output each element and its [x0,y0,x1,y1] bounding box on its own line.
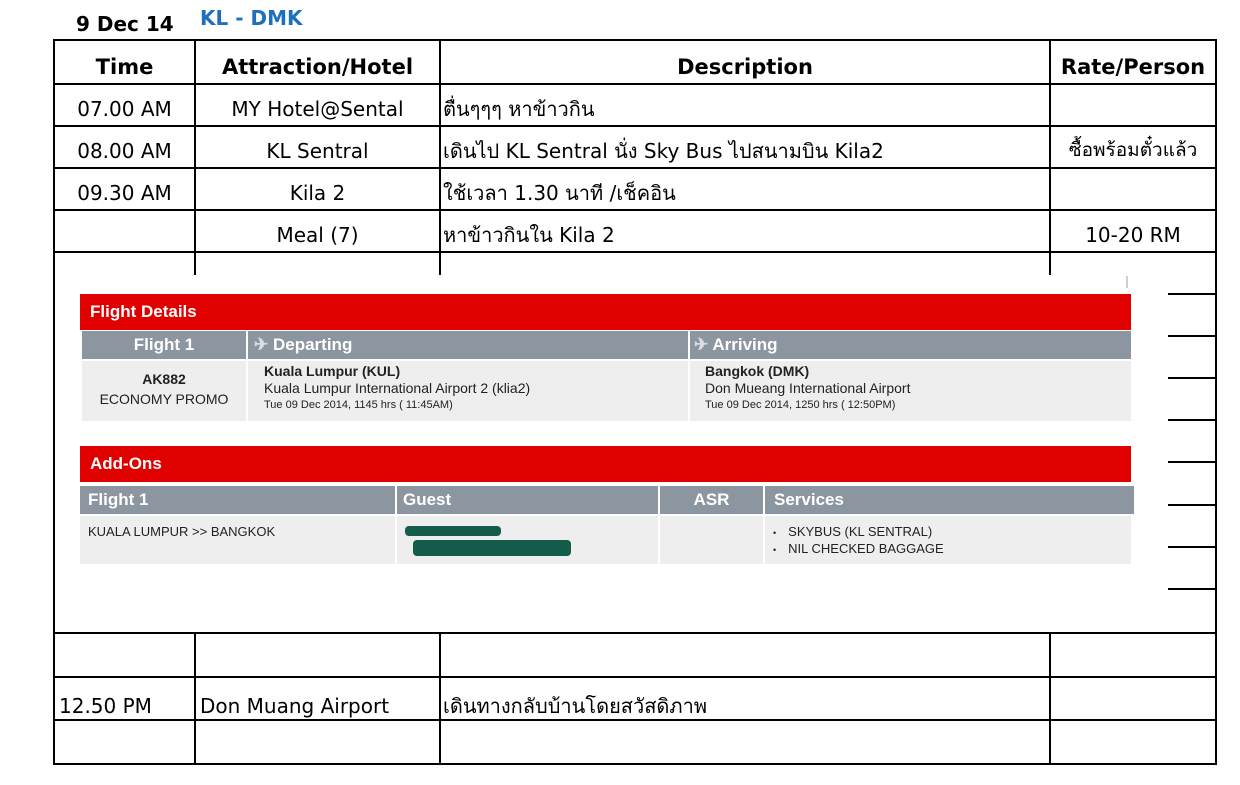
service-item: • SKYBUS (KL SENTRAL) [773,524,933,539]
addons-flight-header: Flight 1 [80,486,395,514]
grid-line [439,632,441,765]
arrival-cell [690,361,1131,421]
grid-line [53,719,1217,721]
grid-line [53,83,1217,85]
addons-guest-cell [397,516,658,564]
table-border-top [53,39,1217,41]
flight-label: Flight 1 [82,331,246,359]
itinerary-date: 9 Dec 14 [76,12,174,36]
departure-time: Tue 09 Dec 2014, 1145 hrs ( 11:45AM) [264,399,453,411]
col-header-attraction: Attraction/Hotel [221,55,414,79]
col-header-rate: Rate/Person [1060,55,1206,79]
addons-asr-cell [660,516,763,564]
addons-guest-header: Guest [397,486,658,514]
row-time: 09.30 AM [77,181,172,205]
route-title: KL - DMK [200,6,303,30]
row-description: หาข้าวกินใน Kila 2 [443,223,615,247]
table-fragment-line [1168,461,1216,463]
grid-line [53,209,1217,211]
table-fragment-line [1168,546,1216,548]
departing-header [248,331,688,359]
table-border-bottom [53,763,1217,765]
grid-line [194,632,196,765]
grid-line [1049,632,1051,765]
redacted-guest-name [405,526,501,536]
addons-services-cell [765,516,1131,564]
departure-city: Kuala Lumpur (KUL) [264,363,401,379]
row-rate: ซื้อพร้อมตั๋วแล้ว [1068,139,1198,161]
row-time: 07.00 AM [77,97,172,121]
row-attraction: MY Hotel@Sental [231,97,404,121]
col-header-time: Time [95,55,154,79]
table-fragment-line [1168,377,1216,379]
addons-asr-header: ASR [660,486,763,514]
row-description: เดินไป KL Sentral นั่ง Sky Bus ไปสนามบิน Kila2 [443,139,884,163]
row-rate: 10-20 RM [1085,223,1181,247]
grid-line [53,125,1217,127]
flight-screenshot [78,276,1136,576]
row-time: 12.50 PM [59,694,152,718]
arriving-label: Arriving [712,335,778,354]
arrival-airport: Don Mueang International Airport [705,380,911,396]
table-fragment-line [1168,419,1216,421]
arrival-city: Bangkok (DMK) [705,363,810,379]
grid-line [53,167,1217,169]
row-description: ตื่นๆๆๆ หาข้าวกิน [443,97,595,121]
grid-line [53,632,1217,634]
row-attraction: Kila 2 [289,181,346,205]
row-attraction: Don Muang Airport [200,694,390,718]
table-fragment-line [1168,293,1216,295]
table-fragment-line [1168,335,1216,337]
redacted-guest-name [413,540,571,556]
table-fragment-line [1168,504,1216,506]
fare-type: ECONOMY PROMO [99,391,229,407]
row-description: เดินทางกลับบ้านโดยสวัสดิภาพ [443,694,708,718]
departing-label: Departing [272,335,353,354]
addons-title: Add-Ons [80,446,1131,482]
departure-airport: Kuala Lumpur International Airport 2 (klia2) [264,380,531,396]
table-fragment-line [1168,588,1216,590]
col-header-description: Description [677,55,813,79]
plane-icon: ✈ [694,335,709,354]
row-attraction: Meal (7) [276,223,359,247]
panel-edge [1126,276,1128,288]
plane-icon: ✈ [254,335,269,354]
flight-number-cell [82,361,246,421]
table-border-right [1215,39,1217,765]
grid-line [53,251,1217,253]
service-item: • NIL CHECKED BAGGAGE [773,541,944,556]
arriving-header [690,331,1131,359]
row-time: 08.00 AM [77,139,172,163]
row-attraction: KL Sentral [266,139,369,163]
row-description: ใช้เวลา 1.30 นาที /เช็คอิน [443,181,676,205]
grid-line [53,676,1217,678]
addons-route-cell: KUALA LUMPUR >> BANGKOK [80,516,395,564]
addons-services-header: Services [765,486,1134,514]
arrival-time: Tue 09 Dec 2014, 1250 hrs ( 12:50PM) [705,399,896,411]
departure-cell [248,361,688,421]
flight-code: AK882 [142,371,186,387]
flight-details-title: Flight Details [80,294,1131,330]
